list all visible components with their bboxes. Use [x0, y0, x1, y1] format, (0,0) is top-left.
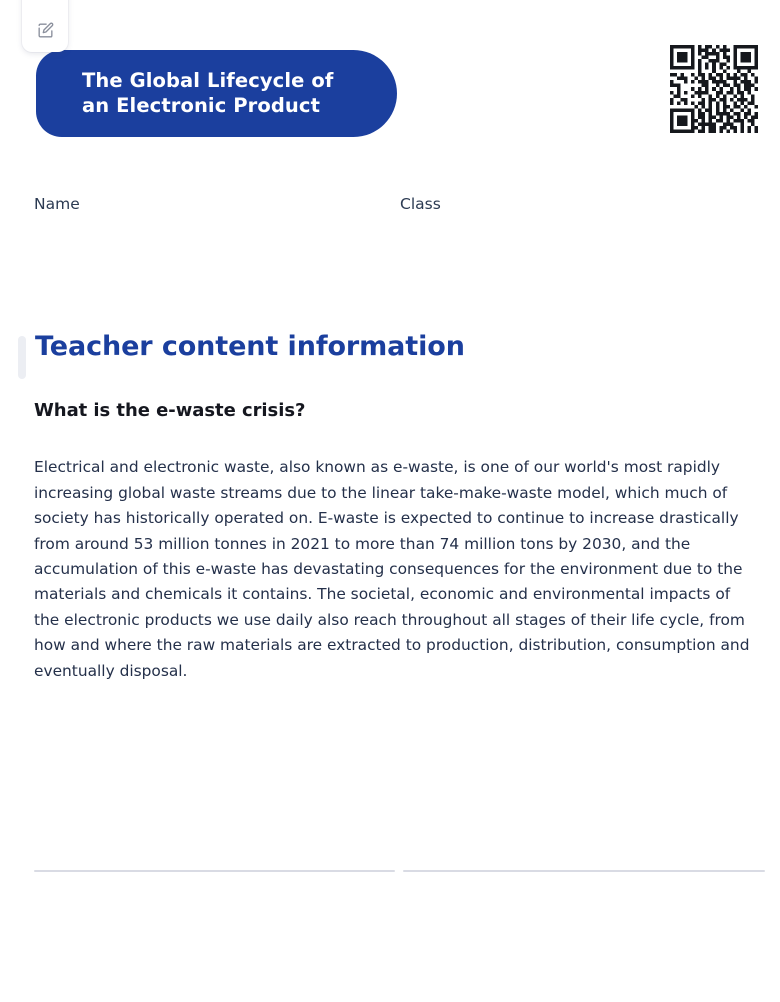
qr-code[interactable] [670, 44, 758, 134]
name-field-label: Name [34, 195, 80, 213]
document-title-line-1: The Global Lifecycle of [82, 68, 334, 92]
edit-tab[interactable] [22, 0, 68, 52]
divider-line-right [403, 870, 765, 872]
section-body-text: Electrical and electronic waste, also known as e-waste, is one of our world's most rapidly increasing global waste streams due to the linear take-make-waste model, which much of society has historically operated on. E-waste is expected to continue to increase drastically from around 53 million tonnes in 2021 to more than 74 million tons by 2030, and the accumulation of this e-waste has devastating consequences for the environment due to the materials and chemicals it contains. The societal, economic and environmental impacts of the electronic products we use daily also reach throughout all stages of their life cycle, from how and where the raw materials are extracted to production, distribution, consumption and eventually disposal. [34, 458, 750, 680]
edit-pencil-square-icon [36, 21, 55, 40]
section-heading-group [18, 331, 718, 383]
section-subheading: What is the e-waste crisis? [34, 400, 306, 421]
document-title [36, 69, 355, 119]
section-title: Teacher content information [35, 331, 465, 362]
heading-accent-bar [18, 336, 26, 379]
document-title-line-2: an Electronic Product [82, 93, 320, 117]
title-banner [36, 50, 397, 137]
divider-line-left [34, 870, 395, 872]
class-field-label: Class [400, 195, 441, 213]
qr-code-graphic [670, 44, 758, 134]
student-fields-row [34, 195, 746, 219]
